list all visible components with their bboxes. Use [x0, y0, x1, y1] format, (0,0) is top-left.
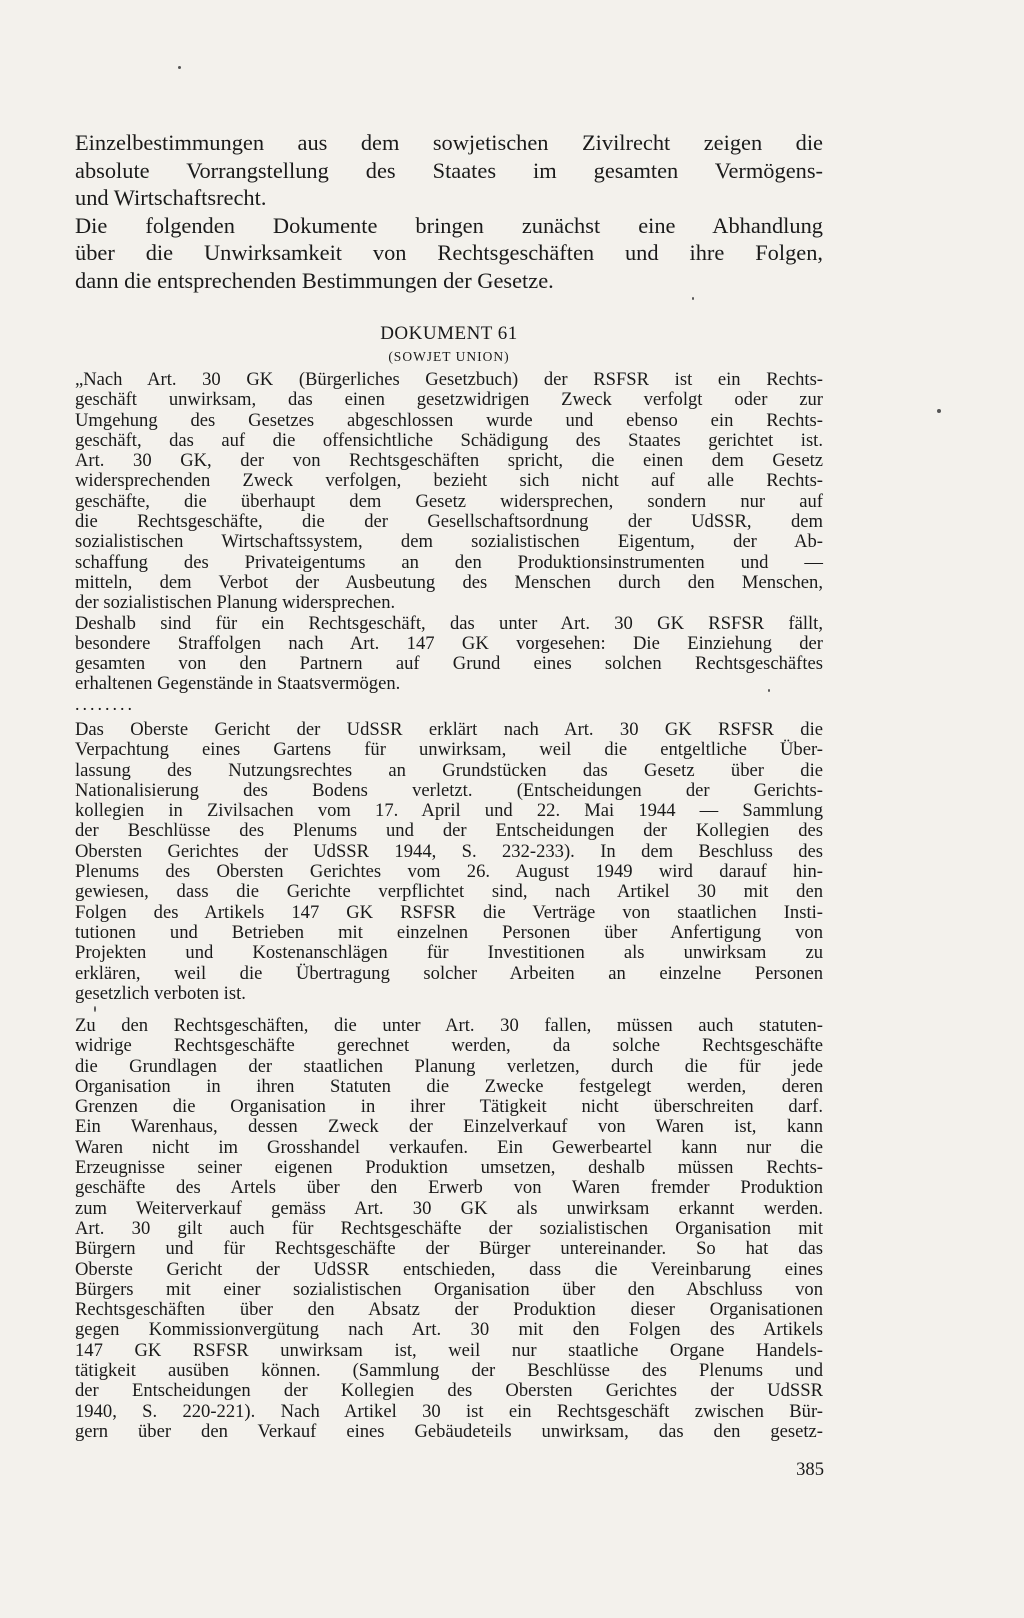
text-line: Oberste Gericht der UdSSR entschieden, dass die Vereinbarung eines — [75, 1258, 823, 1280]
paper-speck — [178, 66, 181, 69]
text-line: Art. 30 GK, der von Rechtsgeschäften spricht, die einen dem Gesetz — [75, 450, 823, 472]
intro-line: über die Unwirksamkeit von Rechtsgeschäften und ihre Folgen, — [75, 240, 823, 265]
intro-line: Die folgenden Dokumente bringen zunächst eine Abhandlung — [75, 212, 823, 238]
text-line: Plenums des Obersten Gerichtes vom 26. August 1949 wird darauf hin- — [75, 861, 823, 883]
text-line: Deshalb sind für ein Rechtsgeschäft, das unter Art. 30 GK RSFSR fällt, — [75, 612, 823, 634]
text-line: Waren nicht im Grosshandel verkaufen. Ein Gewerbeartel kann nur die — [75, 1136, 823, 1158]
text-line: zum Weiterverkauf gemäss Art. 30 GK als unwirksam erkannt werden. — [75, 1197, 823, 1219]
text-line: tätigkeit ausüben können. (Sammlung der Beschlüsse des Plenums und — [75, 1360, 823, 1382]
text-line: Obersten Gerichtes der UdSSR 1944, S. 232-233). In dem Beschluss des — [75, 840, 823, 862]
text-line: gesetzlich verboten ist. — [75, 982, 246, 1004]
text-line: Verpachtung eines Gartens für unwirksam, weil die entgeltliche Über- — [75, 739, 823, 761]
text-line: der sozialistischen Planung widersprechen. — [75, 592, 396, 614]
text-line: Grenzen die Organisation in ihrer Tätigkeit nicht überschreiten darf. — [75, 1096, 823, 1118]
intro-line: absolute Vorrangstellung des Staates im gesamten Vermögens- — [75, 157, 823, 183]
text-line: Das Oberste Gericht der UdSSR erklärt nach Art. 30 GK RSFSR die — [75, 719, 823, 740]
intro-line: und Wirtschaftsrecht. — [75, 185, 267, 210]
text-line: Folgen des Artikels 147 GK RSFSR die Verträge von staatlichen Insti- — [75, 901, 823, 923]
paper-speck — [768, 689, 770, 692]
text-line: der Entscheidungen der Kollegien des Obersten Gerichtes der UdSSR — [75, 1380, 823, 1402]
text-line: gern über den Verkauf eines Gebäudeteils unwirksam, das den gesetz- — [75, 1420, 823, 1442]
text-line: besondere Straffolgen nach Art. 147 GK vorgesehen: Die Einziehung der — [75, 632, 823, 654]
text-line: Zu den Rechtsgeschäften, die unter Art. 30 fallen, müssen auch statuten- — [75, 1015, 823, 1036]
text-line: 1940, S. 220-221). Nach Artikel 30 ist ein Rechtsgeschäft zwischen Bür- — [75, 1400, 823, 1422]
text-line: Projekten und Kostenanschlägen für Investitionen als unwirksam zu — [75, 942, 823, 964]
text-line: gewiesen, dass die Gerichte verpflichtet sind, nach Artikel 30 mit den — [75, 881, 823, 903]
intro-line: Einzelbestimmungen aus dem sowjetischen Zivilrecht zeigen die — [75, 130, 823, 155]
paper-speck — [94, 1006, 96, 1012]
intro-line: dann die entsprechenden Bestimmungen der Gesetze. — [75, 267, 554, 293]
text-line: widersprechenden Zweck verfolgen, bezieht sich nicht auf alle Rechts- — [75, 470, 823, 492]
text-line: tutionen und Betrieben mit einzelnen Personen über Anfertigung von — [75, 921, 823, 943]
text-line: kollegien in Zivilsachen vom 17. April und 22. Mai 1944 — Sammlung — [75, 800, 823, 822]
quote-paragraph-2 — [75, 720, 823, 1004]
text-line: widrige Rechtsgeschäfte gerechnet werden, da solche Rechtsgeschäfte — [75, 1035, 823, 1057]
text-line: lassung des Nutzungsrechtes an Grundstücken das Gesetz über die — [75, 759, 823, 781]
intro-paragraph — [75, 129, 823, 294]
text-line: Organisation in ihren Statuten die Zwecke festgelegt werden, deren — [75, 1075, 823, 1097]
paper-speck — [692, 297, 694, 300]
text-line: Ein Warenhaus, dessen Zweck der Einzelverkauf von Waren ist, kann — [75, 1116, 823, 1138]
page-number: 385 — [796, 1459, 824, 1480]
quote-paragraph-3 — [75, 1016, 823, 1442]
text-line: erklären, weil die Übertragung solcher Arbeiten an einzelne Personen — [75, 962, 823, 984]
text-line: geschäfte des Artels über den Erwerb von Waren fremder Produktion — [75, 1177, 823, 1199]
text-line: Umgehung des Gesetzes abgeschlossen wurde und ebenso ein Rechts- — [75, 409, 823, 431]
text-line: gegen Kommissionvergütung nach Art. 30 mit den Folgen des Artikels — [75, 1319, 823, 1341]
text-line: Art. 30 gilt auch für Rechtsgeschäfte der sozialistischen Organisation mit — [75, 1217, 823, 1239]
text-line: Erzeugnisse seiner eigenen Produktion umsetzen, deshalb müssen Rechts- — [75, 1157, 823, 1179]
paper-speck — [937, 409, 941, 413]
text-line: Bürgers mit einer sozialistischen Organisation über den Abschluss von — [75, 1278, 823, 1300]
quote-paragraph-1 — [75, 370, 823, 695]
text-line: geschäft, das auf die offensichtliche Schädigung des Staates gerichtet ist. — [75, 429, 823, 451]
text-line: die Grundlagen der staatlichen Planung verletzen, durch die für jede — [75, 1055, 823, 1077]
ellipsis-separator: ........ — [75, 694, 135, 714]
text-line: mitteln, dem Verbot der Ausbeutung des Menschen durch den Menschen, — [75, 571, 823, 593]
text-line: die Rechtsgeschäfte, die der Gesellschaftsordnung der UdSSR, dem — [75, 511, 823, 533]
text-line: 147 GK RSFSR unwirksam ist, weil nur staatliche Organe Handels- — [75, 1339, 823, 1361]
text-line: Rechtsgeschäften über den Absatz der Produktion dieser Organisationen — [75, 1299, 823, 1321]
text-line: Nationalisierung des Bodens verletzt. (Entscheidungen der Gerichts- — [75, 779, 823, 801]
text-line: der Beschlüsse des Plenums und der Entscheidungen der Kollegien des — [75, 820, 823, 842]
document-subheading: (SOWJET UNION) — [388, 349, 510, 364]
text-line: geschäfte, die überhaupt dem Gesetz widersprechen, sondern nur auf — [75, 490, 823, 512]
text-line: „Nach Art. 30 GK (Bürgerliches Gesetzbuch) der RSFSR ist ein Rechts- — [75, 369, 823, 390]
document-heading: DOKUMENT 61 — [380, 323, 518, 344]
text-line: erhaltenen Gegenstände in Staatsvermögen. — [75, 673, 401, 695]
text-line: Bürgern und für Rechtsgeschäfte der Bürger untereinander. So hat das — [75, 1238, 823, 1260]
text-line: sozialistischen Wirtschaftssystem, dem sozialistischen Eigentum, der Ab- — [75, 531, 823, 553]
text-line: gesamten von den Partnern auf Grund eines solchen Rechtsgeschäftes — [75, 653, 823, 675]
text-line: schaffung des Privateigentums an den Produktionsinstrumenten und — — [75, 551, 823, 573]
text-line: geschäft unwirksam, das einen gesetzwidrigen Zweck verfolgt oder zur — [75, 389, 823, 411]
